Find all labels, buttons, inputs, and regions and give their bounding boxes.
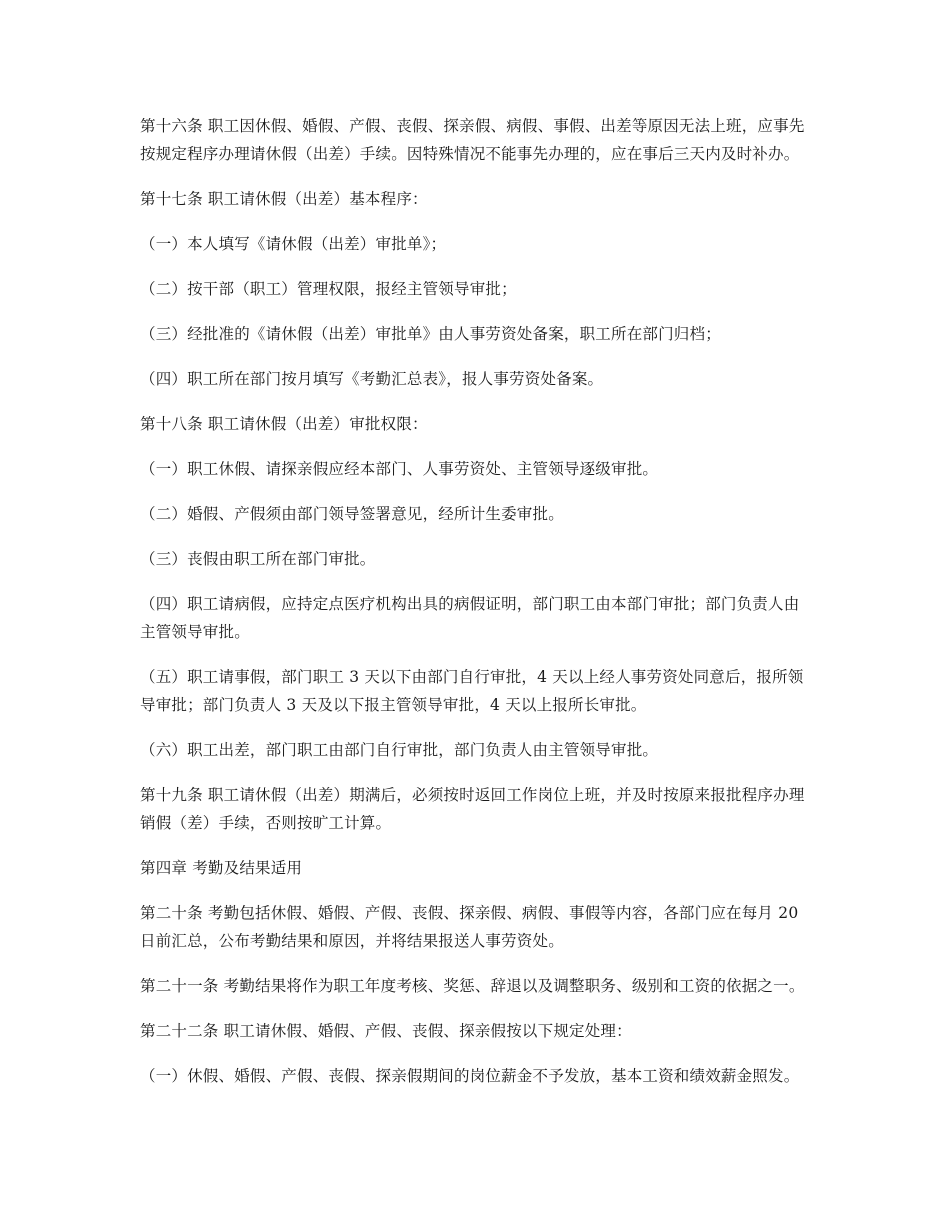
- article-16: 第十六条 职工因休假、婚假、产假、丧假、探亲假、病假、事假、出差等原因无法上班，应事先按规定程序办理请休假（出差）手续。因特殊情况不能事先办理的，应在事后三天内及时补办。: [140, 117, 805, 163]
- article-17-item-4: （四）职工所在部门按月填写《考勤汇总表》，报人事劳资处备案。: [140, 370, 604, 388]
- article-17-item-1: （一）本人填写《请休假（出差）审批单》；: [140, 235, 447, 253]
- chapter-4-heading: 第四章 考勤及结果适用: [140, 859, 303, 877]
- article-18-item-5: （五）职工请事假，部门职工 3 天以下由部门自行审批，4 天以上经人事劳资处同意后，报所领导审批；部门负责人 3 天及以下报主管领导审批，4 天以上报所长审批。: [140, 668, 804, 714]
- article-18-item-2: （二）婚假、产假须由部门领导签署意见，经所计生委审批。: [140, 505, 564, 523]
- article-17-item-3: （三）经批准的《请休假（出差）审批单》由人事劳资处备案，职工所在部门归档；: [140, 325, 721, 343]
- article-18-heading: 第十八条 职工请休假（出差）审批权限：: [140, 415, 428, 433]
- article-22-heading: 第二十二条 职工请休假、婚假、产假、丧假、探亲假按以下规定处理：: [140, 1022, 632, 1040]
- article-20: 第二十条 考勤包括休假、婚假、产假、丧假、探亲假、病假、事假等内容，各部门应在每月 20 日前汇总，公布考勤结果和原因，并将结果报送人事劳资处。: [140, 904, 799, 950]
- article-17-heading: 第十七条 职工请休假（出差）基本程序：: [140, 190, 428, 208]
- article-18-item-3: （三）丧假由职工所在部门审批。: [140, 550, 376, 568]
- article-18-item-6: （六）职工出差，部门职工由部门自行审批，部门负责人由主管领导审批。: [140, 741, 659, 759]
- article-18-item-4: （四）职工请病假，应持定点医疗机构出具的病假证明，部门职工由本部门审批；部门负责人由主管领导审批。: [140, 595, 800, 641]
- article-22-item-1: （一）休假、婚假、产假、丧假、探亲假期间的岗位薪金不予发放，基本工资和绩效薪金照发。: [140, 1067, 800, 1085]
- article-17-item-2: （二）按干部（职工）管理权限，报经主管领导审批；: [140, 280, 517, 298]
- article-21: 第二十一条 考勤结果将作为职工年度考核、奖惩、辞退以及调整职务、级别和工资的依据之一。: [140, 977, 805, 995]
- article-19: 第十九条 职工请休假（出差）期满后，必须按时返回工作岗位上班，并及时按原来报批程序办理销假（差）手续，否则按旷工计算。: [140, 786, 805, 832]
- article-18-item-1: （一）职工休假、请探亲假应经本部门、人事劳资处、主管领导逐级审批。: [140, 460, 659, 478]
